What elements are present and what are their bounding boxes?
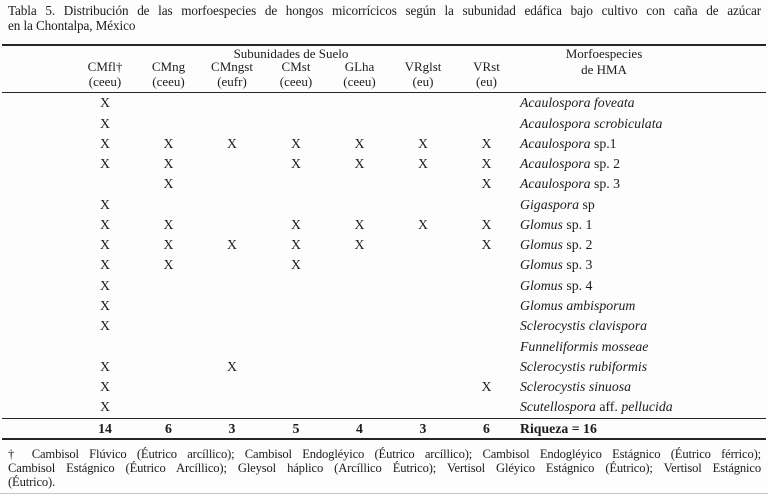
presence-mark-cell: X — [418, 135, 428, 151]
presence-mark-cell: X — [291, 237, 301, 253]
species-name-italic-segment: Glomus — [520, 277, 563, 293]
footnote-line-3: (Éutrico). — [8, 475, 56, 490]
spacer-cell — [8, 59, 73, 89]
presence-mark-cell: X — [291, 257, 301, 273]
presence-mark-cell: X — [163, 156, 174, 172]
table-row — [8, 276, 760, 296]
table-row — [8, 195, 760, 215]
presence-mark-cell: X — [354, 156, 365, 172]
column-header — [264, 59, 328, 89]
species-name — [518, 116, 760, 132]
presence-mark-cell: X — [354, 135, 365, 151]
species-name-italic-segment: Glomus — [520, 216, 563, 232]
presence-mark-cell: X — [291, 156, 301, 172]
species-name-roman-segment: sp — [579, 196, 595, 212]
presence-mark-cell: X — [418, 216, 428, 232]
total-value: 3 — [419, 420, 427, 436]
presence-mark-cell: X — [100, 399, 110, 415]
species-name-italic-segment: Acaulospora — [520, 156, 591, 172]
column-code: GLha — [344, 59, 375, 74]
presence-mark-cell: X — [354, 237, 365, 253]
species-name-roman-segment: sp.1 — [590, 135, 617, 151]
table-row — [8, 296, 760, 316]
species-name — [518, 176, 760, 192]
species-name — [518, 257, 760, 273]
presence-mark-cell: X — [100, 95, 110, 111]
presence-mark-cell: X — [163, 257, 174, 273]
column-header — [328, 59, 391, 89]
table-caption-line-1: Tabla 5. Distribución de las morfoespecies de hongos micorrícicos según la subunidad edáfica bajo cultivo con caña de azúcar — [8, 3, 761, 18]
species-name-roman-segment: sp. 1 — [562, 216, 593, 232]
species-name — [518, 339, 760, 355]
total-value: 3 — [228, 420, 236, 436]
presence-mark-cell: X — [100, 135, 110, 151]
presence-mark-cell: X — [481, 379, 492, 395]
presence-mark-cell: X — [227, 358, 237, 374]
presence-mark-cell: X — [481, 156, 492, 172]
totals-row — [8, 420, 760, 438]
table-row — [8, 336, 760, 356]
table-row — [8, 316, 760, 336]
column-code: VRglst — [404, 59, 442, 74]
species-name — [518, 197, 760, 213]
species-name — [518, 399, 760, 415]
table-row — [8, 215, 760, 235]
column-code: VRst — [473, 59, 500, 74]
presence-mark-cell: X — [100, 115, 110, 131]
species-name-italic-segment: Acaulospora scrobiculata — [520, 115, 663, 131]
species-name-italic-segment: pellucida — [621, 399, 673, 415]
total-value: 14 — [98, 420, 112, 436]
species-name — [518, 95, 760, 111]
presence-mark-cell: X — [163, 237, 174, 253]
species-name-roman-segment: sp. 3 — [590, 176, 621, 192]
presence-mark-cell: X — [100, 237, 110, 253]
total-value: 5 — [292, 420, 300, 436]
species-name-roman-segment: sp. 4 — [562, 277, 593, 293]
presence-mark-cell: X — [291, 216, 301, 232]
rule-totals-bottom — [2, 438, 766, 440]
species-name-italic-segment: Glomus ambisporum — [520, 297, 636, 313]
column-code: CMngst — [211, 59, 253, 74]
table-row — [8, 113, 760, 133]
species-name-italic-segment: Gigaspora — [520, 196, 580, 212]
table-row — [8, 154, 760, 174]
table-row — [8, 255, 760, 275]
presence-mark-cell: X — [291, 135, 301, 151]
table-row — [8, 93, 760, 113]
species-name-italic-segment: Acaulospora foveata — [520, 95, 635, 111]
column-header — [73, 59, 137, 89]
presence-mark-cell: X — [354, 216, 365, 232]
richness-label: Riqueza = 16 — [520, 420, 597, 436]
species-name-roman-segment: sp. 2 — [562, 237, 593, 253]
column-headers — [8, 59, 760, 89]
species-name-italic-segment: Glomus — [520, 237, 563, 253]
species-name — [518, 359, 760, 375]
presence-mark-cell: X — [100, 216, 110, 232]
species-name-italic-segment: Acaulospora — [520, 176, 591, 192]
presence-mark-cell: X — [481, 135, 492, 151]
presence-mark-cell: X — [100, 257, 110, 273]
presence-mark-cell: X — [481, 176, 492, 192]
column-qualifier: (ceeu) — [88, 74, 122, 89]
table-row — [8, 357, 760, 377]
species-name-italic-segment: Acaulospora — [520, 135, 591, 151]
presence-mark-cell: X — [227, 237, 237, 253]
presence-mark-cell: X — [100, 318, 110, 334]
presence-mark-cell: X — [100, 358, 110, 374]
table-caption — [8, 4, 761, 34]
species-name-italic-segment: Glomus — [520, 257, 563, 273]
species-name-roman-segment: sp. 3 — [562, 257, 593, 273]
column-qualifier: (ceeu) — [279, 74, 313, 89]
footnote — [8, 447, 761, 490]
column-header — [455, 59, 518, 89]
table-row — [8, 134, 760, 154]
species-name — [518, 278, 760, 294]
species-name — [518, 318, 760, 334]
column-code: CMfl† — [87, 59, 123, 74]
presence-mark-cell: X — [481, 237, 492, 253]
column-code: CMst — [281, 59, 311, 74]
species-name — [518, 237, 760, 253]
table-caption-line-2: en la Chontalpa, México — [8, 17, 136, 33]
presence-mark-cell: X — [100, 379, 110, 395]
total-value: 4 — [356, 420, 363, 436]
column-group-header: Subunidades de Suelo — [233, 45, 349, 61]
species-name — [518, 217, 760, 233]
species-name-roman-segment: sp. 2 — [590, 156, 621, 172]
column-qualifier: (ceeu) — [152, 74, 185, 89]
species-name-italic-segment: Sclerocystis clavispora — [520, 318, 648, 334]
species-name — [518, 298, 760, 314]
species-name-italic-segment: Scutellospora — [520, 399, 596, 415]
footnote-line-1: † Cambisol Flúvico (Éutrico arcíllico); Cambisol Endogléyico (Éutrico arcíllico); Cambisol Endogléyico Estágnico (Éutrico férrico); — [8, 446, 761, 461]
table-row — [8, 235, 760, 255]
species-column-header-line-1: Morfoespecies — [565, 46, 643, 61]
species-name-italic-segment: Sclerocystis rubiformis — [520, 358, 648, 374]
column-qualifier: (eu) — [412, 74, 434, 89]
presence-mark-cell: X — [481, 216, 492, 232]
presence-mark-cell: X — [163, 216, 174, 232]
species-column-header-line-2: de HMA — [581, 61, 627, 77]
presence-mark-cell: X — [163, 135, 174, 151]
column-qualifier: (ceeu) — [343, 74, 376, 89]
page-edge-line — [0, 493, 768, 494]
species-name-italic-segment: Funneliformis mosseae — [520, 338, 649, 354]
presence-mark-cell: X — [100, 196, 110, 212]
footnote-line-2: Cambisol Estágnico (Éutrico Arcíllico); Gleysol háplico (Arcíllico Éutrico); Vertisol Gléyico Estágnico (Éutrico); Vertisol Estágnico — [8, 460, 761, 475]
column-header — [200, 59, 264, 89]
species-name-italic-segment: Sclerocystis sinuosa — [520, 379, 632, 395]
species-name — [518, 379, 760, 395]
column-code: CMng — [151, 59, 186, 74]
table-body — [8, 93, 760, 417]
column-header — [391, 59, 455, 89]
column-qualifier: (eu) — [476, 74, 497, 89]
table-row — [8, 397, 760, 417]
species-name-roman-segment: aff. — [595, 399, 622, 415]
presence-mark-cell: X — [418, 156, 428, 172]
presence-mark-cell: X — [227, 135, 237, 151]
table-row — [8, 377, 760, 397]
presence-mark-cell: X — [100, 156, 110, 172]
column-header — [137, 59, 200, 89]
species-name — [518, 136, 760, 152]
species-name — [518, 156, 760, 172]
column-qualifier: (eufr) — [217, 74, 247, 89]
species-header-spacer — [518, 59, 760, 89]
total-value: 6 — [165, 420, 172, 436]
column-header-row — [8, 59, 760, 89]
presence-mark-cell: X — [100, 297, 110, 313]
total-value: 6 — [483, 420, 490, 436]
presence-mark-cell: X — [163, 176, 174, 192]
table-row — [8, 174, 760, 194]
presence-mark-cell: X — [100, 277, 110, 293]
